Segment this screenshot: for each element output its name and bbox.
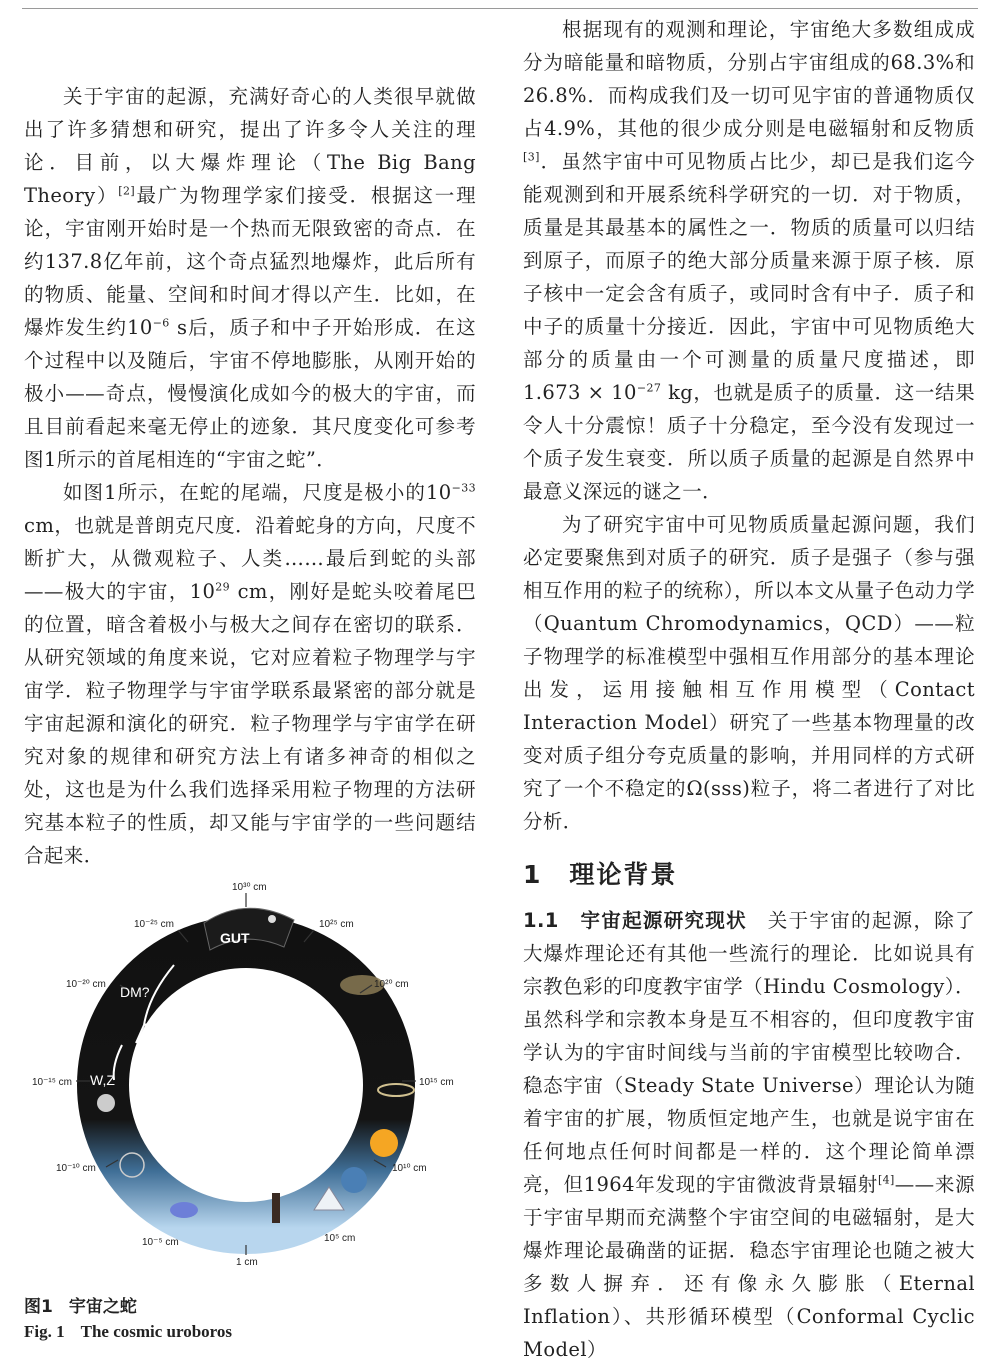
composition-paragraph: 根据现有的观测和理论，宇宙绝大多数组成成分为暗能量和暗物质，分别占宇宙组成的68.3%和26.8%．而构成我们及一切可见宇宙的普通物质仅占4.9%，其他的很少成分则是电磁辐射和反物质[3]．虽然宇宙中可见物质占比少，却已是我们迄今能观测到和开展系统科学研究的一切．对于物质，质量是其最基本的属性之一．物质的质量可以归结到原子，而原子的绝大部分质量来源于原子核．原子核中一定会含有质子，或同时含有中子．质子和中子的质量十分接近．因此，宇宙中可见物质绝大部分的质量由一个可测量的质量尺度描述，即$1.673 \times 10^{-27}$ kg，也就是质子的质量．这一结果令人十分震惊！质子十分稳定，至今没有发现过一个质子发生衰变．所以质子质量的起源是自然界中最意义深远的谜之一． (523, 18, 975, 503)
origin-theories-paragraph: 1.1 宇宙起源研究现状 关于宇宙的起源，除了大爆炸理论还有其他一些流行的理论．比如说具有宗教色彩的印度教宇宙学（Hindu Cosmology）．虽然科学和宗教本身是互不相容的，但印度教宇宙学认为的宇宙时间线与当前的宇宙模型比较吻合．稳态宇宙（Steady State Universe）理论认为随着宇宙的扩展，物质恒定地产生，也就是说宇宙在任何地点任何时间都是一样的．这个理论简单漂亮，但1964年发现的宇宙微波背景辐射[4]——来源于宇宙早期而充满整个宇宙空间的电磁辐射，是大爆炸理论最确凿的证据．稳态宇宙理论也随之被大多数人摒弃．还有像永久膨胀（Eternal Inflation）、共形循环模型（Conformal Cyclic Model） (523, 909, 975, 1361)
scale-label-bottom-right: 10⁵ cm (324, 1233, 356, 1244)
left-column (24, 80, 476, 872)
bacterium-image (170, 1202, 198, 1218)
earth-image (341, 1167, 367, 1193)
research-aim-paragraph: 为了研究宇宙中可见物质质量起源问题，我们必定要聚焦到对质子的研究．质子是强子（参与强相互作用的粒子的统称），所以本文从量子色动力学（Quantum Chromodynamics，QCD）——粒子物理学的标准模型中强相互作用部分的基本理论出发，运用接触相互作用模型（Contact Interaction Model）研究了一些基本物理量的改变对质子组分夸克质量的影响，并用同样的方式研究了一个不稳定的Ω(sss)粒子，将二者进行了对比分析． (523, 513, 975, 833)
section-title: 1 理论背景 (523, 860, 678, 889)
citation-ref: [2] (118, 184, 136, 198)
scale-label-right-mid: 10¹⁵ cm (419, 1077, 454, 1088)
citation-ref: [3] (523, 150, 540, 164)
human-image (272, 1193, 280, 1223)
right-column (523, 13, 975, 1366)
subsection-title: 1.1 宇宙起源研究现状 (523, 909, 747, 932)
scale-label-left-upper: 10⁻²⁰ cm (66, 979, 106, 990)
scale-label-bottom-left: 10⁻⁵ cm (142, 1237, 179, 1248)
nucleus-image (97, 1094, 115, 1112)
scale-label-right-upper: 10²⁰ cm (374, 979, 409, 990)
sun-image (370, 1129, 398, 1157)
scale-label-upper-left: 10⁻²⁵ cm (134, 919, 174, 930)
scale-label-right-lower: 10¹⁰ cm (392, 1163, 427, 1174)
scale-label-left-lower: 10⁻¹⁰ cm (56, 1163, 96, 1174)
scale-label-top: 10³⁰ cm (232, 882, 267, 893)
figure-caption-english: Fig. 1 The cosmic uroboros (24, 1322, 233, 1341)
scale-label-upper-right: 10²⁵ cm (319, 919, 354, 930)
scale-label-bottom: 1 cm (236, 1257, 258, 1268)
cosmic-uroboros-figure (24, 875, 476, 1285)
uroboros-diagram (24, 875, 476, 1285)
citation-ref: [4] (877, 1173, 895, 1187)
wz-label: W,Z (90, 1072, 115, 1088)
figure-description-paragraph: 如图1所示，在蛇的尾端，尺度是极小的$10^{-33}$ cm，也就是普朗克尺度．沿着蛇身的方向，尺度不断扩大，从微观粒子、人类……最后到蛇的头部——极大的宇宙，$10^{29}$ cm，刚好是蛇头咬着尾巴的位置，暗含着极小与极大之间存在密切的联系．从研究领域的角度来说，它对应着粒子物理学与宇宙学．粒子物理学与宇宙学联系最紧密的部分就是宇宙起源和演化的研究．粒子物理学与宇宙学在研究对象的规律和研究方法上有诸多神奇的相似之处，这也是为什么我们选择采用粒子物理的方法研究基本粒子的性质，却又能与宇宙学的一些问题结合起来． (24, 481, 476, 867)
figure-caption-chinese: 图1 宇宙之蛇 (24, 1297, 137, 1317)
header-rule (22, 8, 978, 9)
dm-label: DM? (120, 984, 150, 1000)
scale-label-left-mid: 10⁻¹⁵ cm (32, 1077, 72, 1088)
intro-paragraph: 关于宇宙的起源，充满好奇心的人类很早就做出了许多猜想和研究，提出了许多令人关注的理论．目前，以大爆炸理论（The Big Bang Theory）[2]最广为物理学家们接受．根据这一理论，宇宙刚开始时是一个热而无限致密的奇点．在约137.8亿年前，这个奇点猛烈地爆炸，此后所有的物质、能量、空间和时间才得以产生．比如，在爆炸发生约$10^{-6}$ s后，质子和中子开始形成．在这个过程中以及随后，宇宙不停地膨胀，从刚开始的极小——奇点，慢慢演化成如今的极大的宇宙，而且目前看起来毫无停止的迹象．其尺度变化可参考图1所示的首尾相连的“宇宙之蛇”． (24, 85, 476, 471)
gut-label: GUT (220, 930, 250, 946)
snake-eye (268, 915, 276, 923)
